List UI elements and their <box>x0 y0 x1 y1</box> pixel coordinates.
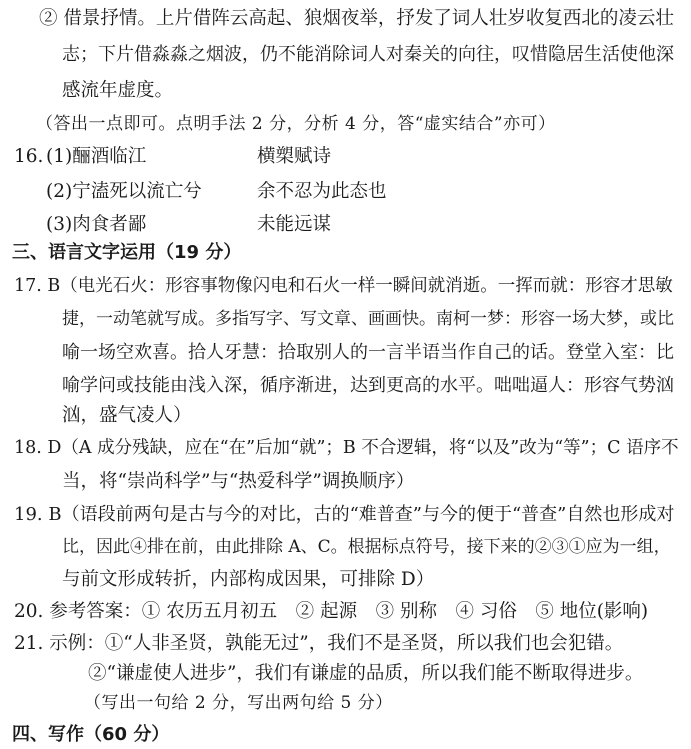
q16-item-2-label: (2)宁溘死以流亡兮 <box>46 181 202 202</box>
section-3-heading: 三、语言文字运用（19 分） <box>12 242 242 263</box>
q17-line1: 17. B（电光石火：形容事物像闪电和石火一样一瞬间就消逝。一挥而就：形容才思敏 <box>14 276 673 296</box>
q19-line3: 与前文形成转折，内部构成因果，可排除 D） <box>62 569 435 590</box>
q21-scoring-note: （写出一句给 2 分，写出两句给 5 分） <box>84 693 393 713</box>
q20-answer: 20. 参考答案：① 农历五月初五 ② 起源 ③ 别称 ④ 习俗 ⑤ 地位(影响) <box>14 601 649 622</box>
q16-item-1-label: (1)酾酒临江 <box>46 146 147 167</box>
q15-point2-line1: ② 借景抒情。上片借阵云高起、狼烟夜举，抒发了词人壮岁收复西北的凌云壮 <box>39 8 674 29</box>
q16-row <box>46 183 446 203</box>
q16-row <box>46 148 446 168</box>
section-4-heading: 四、写作（60 分） <box>12 724 170 745</box>
q17-line3: 喻一场空欢喜。拾人牙慧：拾取别人的一言半语当作自己的话。登堂入室：比 <box>62 342 674 363</box>
q16-number: 16. <box>14 146 44 167</box>
q19-line1: 19. B（语段前两句是古与今的对比，古的“难普查”与今的便于“普查”自然也形成对 <box>14 504 675 525</box>
q16-item-3-answer: 未能远谋 <box>257 214 332 235</box>
q18-line2: 当，将“崇尚科学”与“热爱科学”调换顺序） <box>62 471 415 492</box>
q19-line2: 比，因此④排在前，由此排除 A、C。根据标点符号，接下来的②③①应为一组， <box>62 537 671 557</box>
q16-item-3-label: (3)肉食者鄙 <box>46 214 147 235</box>
q15-scoring-note: （答出一点即可。点明手法 2 分，分析 4 分，答“虚实结合”亦可） <box>36 114 556 134</box>
q15-point2-line2: 志；下片借淼淼之烟波，仍不能消除词人对秦关的向往，叹惜隐居生活使他深 <box>62 44 674 65</box>
q21-line2: ②“谦虚使人进步”，我们有谦虚的品质，所以我们能不断取得进步。 <box>88 663 644 684</box>
q16-item-1-answer: 横槊赋诗 <box>257 146 332 167</box>
q16-item-2-answer: 余不忍为此态也 <box>257 181 387 202</box>
q15-point2-line3: 感流年虚度。 <box>62 80 174 101</box>
q16-row <box>46 216 446 236</box>
q21-line1: 21. 示例：①“人非圣贤，孰能无过”，我们不是圣贤，所以我们也会犯错。 <box>14 633 624 654</box>
q17-line5: 汹，盛气凌人） <box>62 405 192 426</box>
q17-line4: 喻学问或技能由浅入深，循序渐进，达到更高的水平。咄咄逼人：形容气势汹 <box>62 375 674 396</box>
q18-line1: 18. D（A 成分残缺，应在“在”后加“就”；B 不合逻辑，将“以及”改为“等”；C 语序不 <box>14 438 679 458</box>
q17-line2: 捷，一动笔就写成。多指写字、写文章、画画快。南柯一梦：形容一场大梦，或比 <box>62 309 674 329</box>
